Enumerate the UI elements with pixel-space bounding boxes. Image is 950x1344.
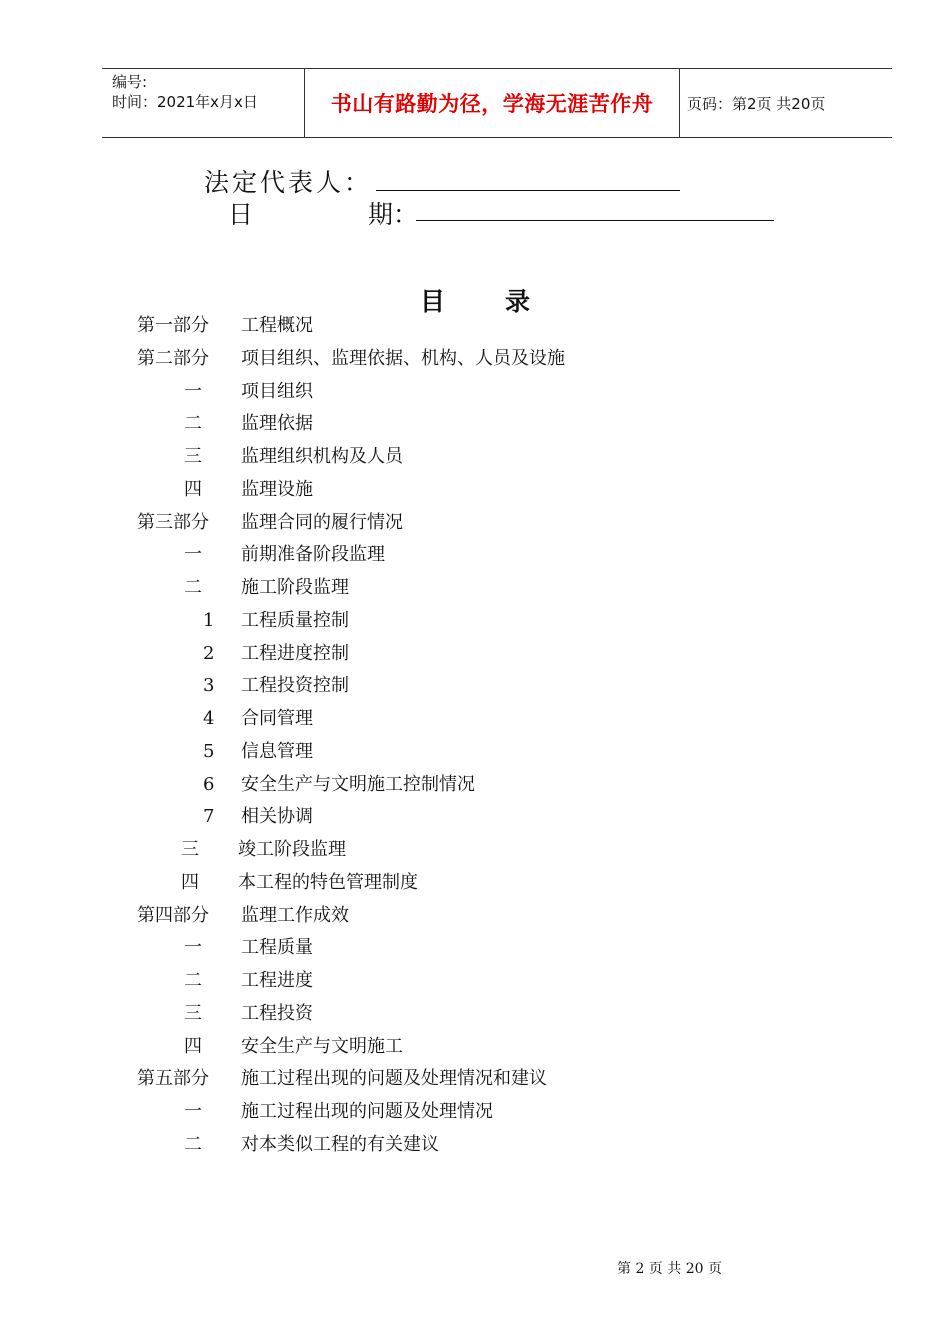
toc-item-text: 合同管理 [241, 708, 313, 729]
toc-item-number: 第四部分 [137, 904, 209, 926]
toc-item [0, 441, 950, 473]
toc-item-text: 监理依据 [241, 413, 313, 435]
code-label: 编号: [112, 73, 148, 91]
header-page-cell [679, 69, 892, 137]
toc-item-number: 二 [184, 577, 202, 598]
toc-item-number: 二 [184, 970, 202, 991]
rep-label: 法定代表人： [204, 168, 373, 197]
toc-item [0, 507, 950, 539]
toc-item-text: 施工过程出现的问题及处理情况 [241, 1101, 493, 1122]
toc-item-number: 第一部分 [137, 315, 209, 336]
toc-item-text: 工程概况 [241, 315, 313, 336]
toc-item [0, 1031, 950, 1063]
toc-item-text: 信息管理 [241, 740, 313, 762]
toc-item [0, 408, 950, 440]
toc-item-text: 工程投资控制 [241, 675, 349, 697]
toc-item-number: 三 [184, 446, 202, 467]
toc-item-text: 工程质量控制 [241, 609, 349, 631]
toc-item-text: 监理设施 [241, 478, 313, 500]
toc-item-text: 项目组织、监理依据、机构、人员及设施 [241, 347, 565, 369]
toc-item-number: 1 [203, 609, 215, 631]
toc-item-text: 安全生产与文明施工控制情况 [241, 773, 475, 795]
toc-item [0, 670, 950, 702]
header-meta [102, 69, 304, 137]
toc-item-number: 第二部分 [137, 347, 209, 369]
toc-item-number: 二 [184, 413, 202, 435]
rep-signature-line [376, 190, 680, 191]
toc-item [0, 801, 950, 833]
toc-item-number: 3 [203, 675, 215, 697]
toc-item [0, 965, 950, 997]
toc-item-number: 四 [184, 1035, 202, 1057]
toc-item-text: 工程投资 [241, 1002, 313, 1024]
toc-item [0, 998, 950, 1030]
toc-item-text: 监理合同的履行情况 [241, 511, 403, 533]
toc-item-text: 本工程的特色管理制度 [238, 871, 418, 893]
toc-item-text: 前期准备阶段监理 [241, 544, 385, 566]
toc-item-number: 7 [203, 806, 215, 828]
toc-item-number: 2 [203, 642, 215, 664]
header-slogan-cell [304, 69, 680, 137]
toc-item [0, 932, 950, 964]
toc-item [0, 376, 950, 408]
toc-item [0, 769, 950, 801]
page-label: 页码：第2页 共20页 [687, 94, 826, 113]
toc-item-text: 工程进度控制 [241, 642, 349, 664]
toc-item-text: 工程质量 [241, 937, 313, 959]
toc-item [0, 539, 950, 571]
toc-item-text: 对本类似工程的有关建议 [241, 1133, 439, 1155]
toc-item-number: 5 [203, 740, 215, 762]
date-line [416, 220, 774, 221]
toc-item-text: 项目组织 [241, 380, 313, 402]
toc-item-text: 工程进度 [241, 970, 313, 991]
toc-item [0, 572, 950, 604]
toc-item-number: 6 [203, 773, 215, 795]
toc-title: 目录 [419, 287, 590, 316]
toc-item-number: 一 [184, 544, 202, 566]
toc-item [0, 703, 950, 735]
page-footer: 第 2 页 共 20 页 [617, 1261, 722, 1277]
toc-item-text: 施工阶段监理 [241, 577, 349, 598]
toc-item [0, 1096, 950, 1128]
toc-item-number: 第五部分 [137, 1068, 209, 1090]
toc-item-text: 安全生产与文明施工 [241, 1035, 403, 1057]
toc-item [0, 310, 950, 342]
toc-item-number: 一 [184, 937, 202, 959]
toc-item-number: 4 [203, 708, 215, 729]
toc-item-text: 施工过程出现的问题及处理情况和建议 [241, 1068, 547, 1090]
toc-item [0, 638, 950, 670]
toc-item-number: 三 [184, 1002, 202, 1024]
time-label: 时间：2021年x月x日 [112, 93, 258, 111]
toc-item [0, 900, 950, 932]
toc-item-text: 竣工阶段监理 [238, 839, 346, 860]
toc-item-number: 四 [181, 871, 199, 893]
date-label-1: 日 [228, 200, 254, 229]
toc-item-number: 第三部分 [137, 511, 209, 533]
toc-item-number: 三 [181, 839, 199, 860]
page-header [102, 68, 892, 138]
toc-item [0, 605, 950, 637]
toc-item-number: 四 [184, 478, 202, 500]
toc-item-number: 一 [184, 1101, 202, 1122]
slogan: 书山有路勤为径，学海无涯苦作舟 [330, 92, 654, 116]
toc-item-number: 一 [184, 380, 202, 402]
toc-item-text: 监理组织机构及人员 [241, 446, 403, 467]
toc-item [0, 834, 950, 866]
toc-item-number: 二 [184, 1133, 202, 1155]
toc-item-text: 相关协调 [241, 806, 313, 828]
toc-item [0, 867, 950, 899]
date-label-2: 期： [368, 200, 419, 229]
toc-item [0, 1129, 950, 1161]
toc-item [0, 1063, 950, 1095]
toc-item [0, 474, 950, 506]
toc-item-text: 监理工作成效 [241, 904, 349, 926]
toc-item [0, 736, 950, 768]
toc-item [0, 343, 950, 375]
